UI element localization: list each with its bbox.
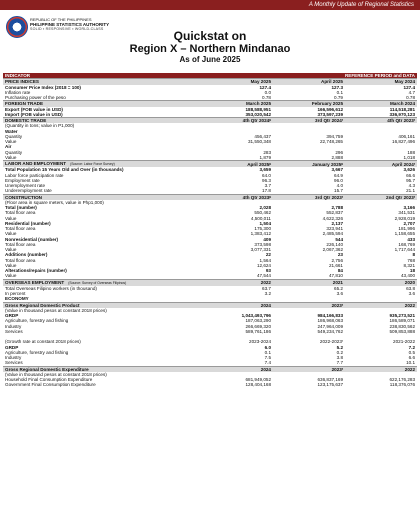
row-label: Alterations/repairs (number) xyxy=(3,268,201,273)
value-current: 4th Qtr 2024ᵖ xyxy=(201,118,273,124)
value-year-ago: 433 xyxy=(345,237,417,242)
value-current: 550,462 xyxy=(201,210,273,215)
value-previous: 4.0 xyxy=(273,183,345,188)
value-year-ago: 186,589,071 xyxy=(345,318,417,323)
row-label: ECONOMY xyxy=(3,296,201,302)
row-label: Services xyxy=(3,329,201,334)
value-previous: 7.7 xyxy=(273,360,345,366)
row-label: LABOR AND EMPLOYMENT (Source: Labor Force Survey) xyxy=(3,161,201,168)
value-previous: 2022-2023ʳ xyxy=(273,339,345,344)
value-current: 0.78 xyxy=(201,95,273,101)
value-current: 17.8 xyxy=(201,188,273,194)
value-current: 6.0 xyxy=(201,345,273,350)
value-previous: 3rd Qtr 2023ʳ xyxy=(273,194,345,200)
value-year-ago: 66.6 xyxy=(345,173,417,178)
row-label: GRDP xyxy=(3,313,201,318)
value-current: 353,020,542 xyxy=(201,112,273,118)
indicator-table xyxy=(3,73,417,388)
value-previous: 636,837,169 xyxy=(273,377,345,382)
value-previous: 166,596,612 xyxy=(273,107,345,112)
row-label: (Growth rate at constant 2018 prices) xyxy=(3,339,201,344)
value-current: 128,404,168 xyxy=(201,382,273,387)
agency-name: PHILIPPINE STATISTICS AUTHORITY xyxy=(30,22,110,27)
row-label: (Quantity in tons; value in P1,000) xyxy=(3,123,201,128)
row-label: Underemployment rate xyxy=(3,188,201,194)
row-label: Industry xyxy=(3,355,201,360)
value-previous: 247,964,009 xyxy=(273,324,345,329)
value-previous: 2,888 xyxy=(273,155,345,161)
value-current: 7.4 xyxy=(201,360,273,366)
value-current: 188,588,951 xyxy=(201,107,273,112)
row-label: Inflation rate xyxy=(3,90,201,95)
value-year-ago: 95.7 xyxy=(345,178,417,183)
value-previous: 226,140 xyxy=(273,242,345,247)
row-label: Quantity xyxy=(3,134,201,139)
value-year-ago: May 2024 xyxy=(345,79,417,85)
value-year-ago: 168,769 xyxy=(345,242,417,247)
value-previous: 296 xyxy=(273,150,345,155)
row-label: Gross Regional Domestic Expenditure xyxy=(3,366,201,372)
row-label: Value xyxy=(3,273,201,279)
header-indicator: INDICATOR xyxy=(3,73,201,79)
value-current: 127.4 xyxy=(201,85,273,90)
row-label: Employment rate xyxy=(3,178,201,183)
value-previous: 373,597,239 xyxy=(273,112,345,118)
value-current: 64.0 xyxy=(201,173,273,178)
value-year-ago: 3,166 xyxy=(345,205,417,210)
value-year-ago: 21.1 xyxy=(345,188,417,194)
row-label: FOREIGN TRADE xyxy=(3,101,201,107)
row-label: Value xyxy=(3,155,201,161)
value-current: 3,659 xyxy=(201,167,273,172)
row-label: Quantity xyxy=(3,150,201,155)
value-previous: 127.3 xyxy=(273,85,345,90)
row-label: Labor force participation rate xyxy=(3,173,201,178)
value-previous: 3,667 xyxy=(273,167,345,172)
value-current: 63.7 xyxy=(201,286,273,291)
value-year-ago: 2,707 xyxy=(345,221,417,226)
row-label: Household Final Consumption Expenditure xyxy=(3,377,201,382)
value-year-ago: 406,161 xyxy=(345,134,417,139)
row-label: Additions (number) xyxy=(3,252,201,257)
row-label: Gross Regional Domestic Product xyxy=(3,302,201,308)
value-year-ago: 118,376,076 xyxy=(345,382,417,387)
row-label: Export (FOB value in USD) xyxy=(3,107,201,112)
value-current: 12,624 xyxy=(201,263,273,268)
row-label: Total Population 15 Years Old and Over (in thousands) xyxy=(3,167,201,172)
row-label: Purchasing power of the peso xyxy=(3,95,201,101)
row-label: (Floor area in square meters, value in Php1,000) xyxy=(3,200,201,205)
value-year-ago: 8 xyxy=(345,252,417,257)
source-note: (Source: Survey of Overseas Filipinos) xyxy=(68,280,127,285)
value-previous: 2023ʳ xyxy=(273,366,345,372)
value-current: 31,550,348 xyxy=(201,139,273,144)
value-current: 2023-2024 xyxy=(201,339,273,344)
value-current: 3,077,331 xyxy=(201,247,273,252)
row-label: Value xyxy=(3,216,201,221)
section-header-row xyxy=(3,279,417,286)
value-previous: 2023ʳ xyxy=(273,302,345,308)
row-label: GRDP xyxy=(3,345,201,350)
row-label: Air xyxy=(3,144,201,149)
value-previous: 4,622,326 xyxy=(273,216,345,221)
value-current: 2024 xyxy=(201,366,273,372)
value-year-ago: 1,717,644 xyxy=(345,247,417,252)
value-previous: 2,137 xyxy=(273,221,345,226)
value-year-ago: 114,518,281 xyxy=(345,107,417,112)
value-current: 93 xyxy=(201,268,273,273)
value-previous: 47,810 xyxy=(273,273,345,279)
value-previous: 96.0 xyxy=(273,178,345,183)
row-label: Total floor area xyxy=(3,258,201,263)
value-year-ago: 188 xyxy=(345,150,417,155)
title-block xyxy=(0,30,420,65)
row-label: Import (FOB value in USD) xyxy=(3,112,201,118)
agency-tagline: SOLID ▪ RESPONSIVE ▪ WORLD-CLASS xyxy=(30,27,104,31)
value-year-ago: March 2024 xyxy=(345,101,417,107)
section-header-row xyxy=(3,161,417,168)
value-year-ago: 2022 xyxy=(345,302,417,308)
value-previous: 2021 xyxy=(273,279,345,286)
value-current: 47,544 xyxy=(201,273,273,279)
value-previous: 549,234,762 xyxy=(273,329,345,334)
row-label: Government Final Consumption Expenditure xyxy=(3,382,201,387)
value-year-ago: 336,970,123 xyxy=(345,112,417,118)
value-year-ago: 238,830,562 xyxy=(345,324,417,329)
value-year-ago: 2,928,019 xyxy=(345,216,417,221)
value-previous: 984,166,833 xyxy=(273,313,345,318)
value-previous: 0.79 xyxy=(273,95,345,101)
value-current: 1,879 xyxy=(201,155,273,161)
page-header xyxy=(0,10,420,72)
value-year-ago: 63.8 xyxy=(345,286,417,291)
value-previous: 22,748,265 xyxy=(273,139,345,144)
value-previous: 23 xyxy=(273,252,345,257)
value-current: 3.7 xyxy=(201,183,273,188)
value-previous: 2,067,362 xyxy=(273,247,345,252)
value-current: 96.3 xyxy=(201,178,273,183)
value-year-ago: 341,531 xyxy=(345,210,417,215)
row-label: Value xyxy=(3,231,201,236)
value-previous: January 2025ᵖ xyxy=(273,161,345,168)
value-previous: 21,661 xyxy=(273,263,345,268)
row-label: Value xyxy=(3,263,201,268)
value-year-ago: 1,018 xyxy=(345,155,417,161)
value-current: April 2025ᵖ xyxy=(201,161,273,168)
value-year-ago: 509,853,888 xyxy=(345,329,417,334)
value-previous: 3.6 xyxy=(273,291,345,296)
value-current: 1,564 xyxy=(201,258,273,263)
row-label: Services xyxy=(3,360,201,366)
value-year-ago: 2nd Qtr 2023ʳ xyxy=(345,194,417,200)
value-current: 175,300 xyxy=(201,226,273,231)
value-current: 681,949,052 xyxy=(201,377,273,382)
value-current: 456,437 xyxy=(201,134,273,139)
row-label: (Value in thousand pesos at constant 2018 prices) xyxy=(3,308,201,313)
value-previous: April 2025 xyxy=(273,79,345,85)
row-label: (Value in thousand pesos at constant 2018 prices) xyxy=(3,372,201,377)
value-year-ago: 1,158,655 xyxy=(345,231,417,236)
value-previous: 65.2 xyxy=(273,286,345,291)
value-current: 266,669,320 xyxy=(201,324,273,329)
value-year-ago: April 2024ʳ xyxy=(345,161,417,168)
value-year-ago: 2020 xyxy=(345,279,417,286)
value-current: 1,504 xyxy=(201,221,273,226)
value-year-ago: 4th Qtr 2023ʳ xyxy=(345,118,417,124)
value-year-ago: 768 xyxy=(345,258,417,263)
value-current: 22 xyxy=(201,252,273,257)
row-label: PRICE INDICES xyxy=(3,79,201,85)
as-of-date: As of June 2025 xyxy=(179,55,241,64)
value-previous: 3.8 xyxy=(273,355,345,360)
value-year-ago: 8,321 xyxy=(345,263,417,268)
row-label: DOMESTIC TRADE xyxy=(3,118,201,124)
value-previous: 2,788 xyxy=(273,205,345,210)
value-current: 0.0 xyxy=(201,90,273,95)
agency-country: REPUBLIC OF THE PHILIPPINES xyxy=(30,17,92,22)
region-title: Region X – Northern Mindanao xyxy=(129,43,291,55)
row-label: Consumer Price Index (2018 = 100) xyxy=(3,85,201,90)
value-previous: 186,968,063 xyxy=(273,318,345,323)
table-row xyxy=(3,382,417,387)
value-current: 2022 xyxy=(201,279,273,286)
value-current: 4,500,011 xyxy=(201,216,273,221)
row-label: Residential (number) xyxy=(3,221,201,226)
header-reference-period: REFERENCE PERIOD and DATA xyxy=(201,73,417,79)
row-label: Value xyxy=(3,247,201,252)
value-year-ago: 4.3 xyxy=(345,183,417,188)
value-year-ago: 6.6 xyxy=(345,355,417,360)
value-previous: 552,837 xyxy=(273,210,345,215)
value-year-ago: 3.6 xyxy=(345,291,417,296)
value-current: 283 xyxy=(201,150,273,155)
top-banner: A Monthly Update of Regional Statistics xyxy=(0,0,420,10)
value-current: 409 xyxy=(201,237,273,242)
value-year-ago: 18 xyxy=(345,268,417,273)
value-year-ago: 10.1 xyxy=(345,360,417,366)
value-current: 2024 xyxy=(201,302,273,308)
value-year-ago: 0.78 xyxy=(345,95,417,101)
row-label: Industry xyxy=(3,324,201,329)
value-year-ago: 127.4 xyxy=(345,85,417,90)
value-current: 589,761,186 xyxy=(201,329,273,334)
value-current: 0.1 xyxy=(201,350,273,355)
value-year-ago: 935,273,521 xyxy=(345,313,417,318)
value-previous: 323,941 xyxy=(273,226,345,231)
row-label: Water xyxy=(3,129,201,134)
row-label: OVERSEAS EMPLOYMENT (Source: Survey of Overseas Filipinos) xyxy=(3,279,201,286)
value-previous: 3rd Qtr 2024ʳ xyxy=(273,118,345,124)
value-previous: 84 xyxy=(273,268,345,273)
value-year-ago: 2021-2022 xyxy=(345,339,417,344)
value-year-ago: 181,996 xyxy=(345,226,417,231)
value-previous: 15.7 xyxy=(273,188,345,194)
value-previous: 2,756 xyxy=(273,258,345,263)
value-current: 1,383,412 xyxy=(201,231,273,236)
value-previous: 5.2 xyxy=(273,345,345,350)
row-label: Unemployment rate xyxy=(3,183,201,188)
value-previous: 64.9 xyxy=(273,173,345,178)
value-current: 2,028 xyxy=(201,205,273,210)
value-previous: 0.1 xyxy=(273,90,345,95)
row-label: Total (number) xyxy=(3,205,201,210)
value-previous: 544 xyxy=(273,237,345,242)
value-year-ago: 43,400 xyxy=(345,273,417,279)
value-current: 3.2 xyxy=(201,291,273,296)
row-label: Total Overseas Filipino workers (in thousand) xyxy=(3,286,201,291)
value-previous: 0.2 xyxy=(273,350,345,355)
value-year-ago: 0.5 xyxy=(345,350,417,355)
value-current: 187,063,290 xyxy=(201,318,273,323)
row-label: Nonresidential (number) xyxy=(3,237,201,242)
value-year-ago: 622,176,283 xyxy=(345,377,417,382)
page-title: Quickstat on xyxy=(173,29,247,43)
row-label: In percent xyxy=(3,291,201,296)
row-label: Value xyxy=(3,139,201,144)
row-label: Agriculture, forestry and fishing xyxy=(3,350,201,355)
value-year-ago: 16,827,496 xyxy=(345,139,417,144)
row-label: CONSTRUCTION xyxy=(3,194,201,200)
row-label: Total floor area xyxy=(3,242,201,247)
value-current: 4th Qtr 2023ᵖ xyxy=(201,194,273,200)
value-current: 1,043,493,796 xyxy=(201,313,273,318)
source-note: (Source: Labor Force Survey) xyxy=(70,162,115,166)
value-year-ago: 2022 xyxy=(345,366,417,372)
value-current: 7.5 xyxy=(201,355,273,360)
row-label: Total floor area xyxy=(3,226,201,231)
value-year-ago: 7.2 xyxy=(345,345,417,350)
value-previous: 2,485,594 xyxy=(273,231,345,236)
value-previous: 123,175,637 xyxy=(273,382,345,387)
value-current: May 2025 xyxy=(201,79,273,85)
value-year-ago: 4.7 xyxy=(345,90,417,95)
row-label: Agriculture, forestry and fishing xyxy=(3,318,201,323)
value-previous: February 2025 xyxy=(273,101,345,107)
value-previous: 394,759 xyxy=(273,134,345,139)
value-current: 373,598 xyxy=(201,242,273,247)
row-label: Total floor area xyxy=(3,210,201,215)
value-year-ago: 3,626 xyxy=(345,167,417,172)
value-current: March 2025 xyxy=(201,101,273,107)
